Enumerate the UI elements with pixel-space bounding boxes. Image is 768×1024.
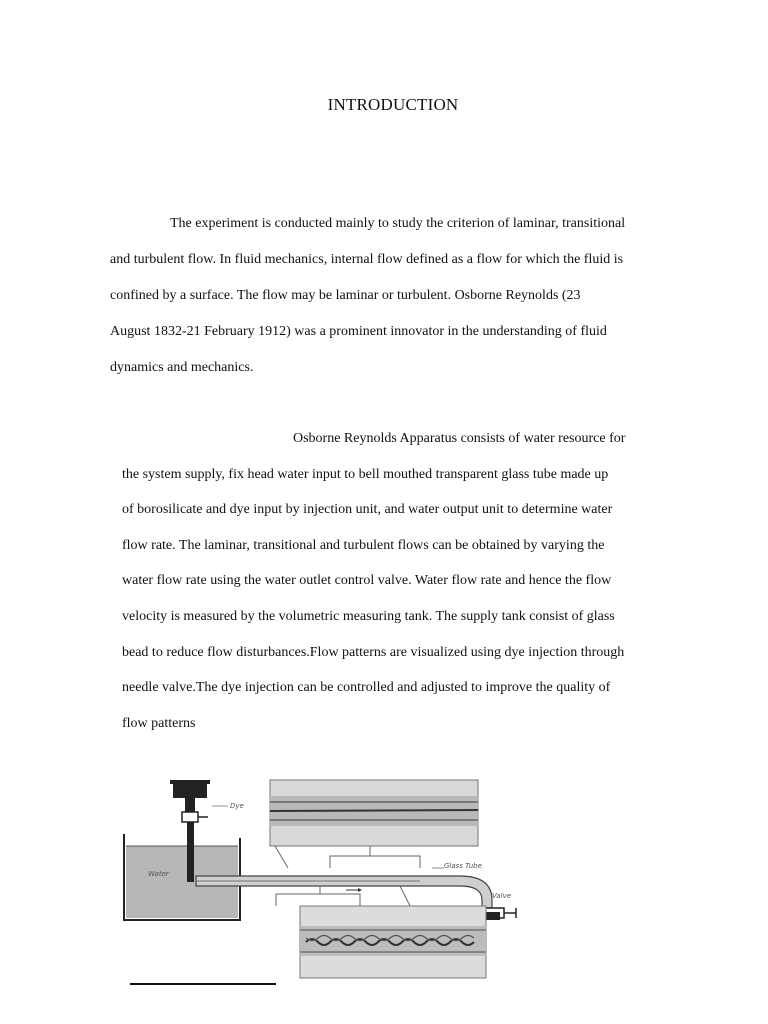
paragraph-2 xyxy=(122,421,682,741)
page-title: INTRODUCTION xyxy=(327,95,459,114)
paragraph-line: of borosilicate and dye input by injection unit, and water output unit to determine water xyxy=(122,502,613,518)
water-label: Water xyxy=(148,870,169,878)
paragraph-line: the system supply, fix head water input to bell mouthed transparent glass tube made up xyxy=(122,466,609,482)
dye-label: Dye xyxy=(230,802,244,810)
paragraph-line: needle valve.The dye injection can be controlled and adjusted to improve the quality of xyxy=(122,680,611,696)
laminar-flow-inset xyxy=(270,780,478,868)
paragraph-line: dynamics and mechanics. xyxy=(110,360,254,375)
paragraph-line: flow rate. The laminar, transitional and turbulent flows can be obtained by varying the xyxy=(122,537,605,553)
valve-label: Valve xyxy=(492,892,512,900)
glass-tube-label: Glass Tube xyxy=(444,862,482,870)
paragraph-line: Osborne Reynolds Apparatus consists of water resource for xyxy=(293,431,626,446)
reynolds-apparatus-figure xyxy=(120,776,520,986)
paragraph-line: The experiment is conducted mainly to study the criterion of laminar, transitional xyxy=(170,216,626,231)
paragraph-1 xyxy=(110,206,685,386)
paragraph-line: water flow rate using the water outlet control valve. Water flow rate and hence the flow xyxy=(122,573,612,589)
paragraph-line: velocity is measured by the volumetric measuring tank. The supply tank consist of glass xyxy=(122,608,615,624)
paragraph-line: bead to reduce flow disturbances.Flow patterns are visualized using dye injection through xyxy=(122,644,625,660)
turbulent-flow-inset xyxy=(276,886,486,978)
footnote-separator xyxy=(130,983,276,985)
paragraph-line: confined by a surface. The flow may be laminar or turbulent. Osborne Reynolds (23 xyxy=(110,288,581,303)
paragraph-line: and turbulent flow. In fluid mechanics, internal flow defined as a flow for which the fluid is xyxy=(110,252,624,267)
paragraph-line: flow patterns xyxy=(122,715,196,731)
paragraph-line: August 1832-21 February 1912) was a prominent innovator in the understanding of fluid xyxy=(110,324,607,339)
